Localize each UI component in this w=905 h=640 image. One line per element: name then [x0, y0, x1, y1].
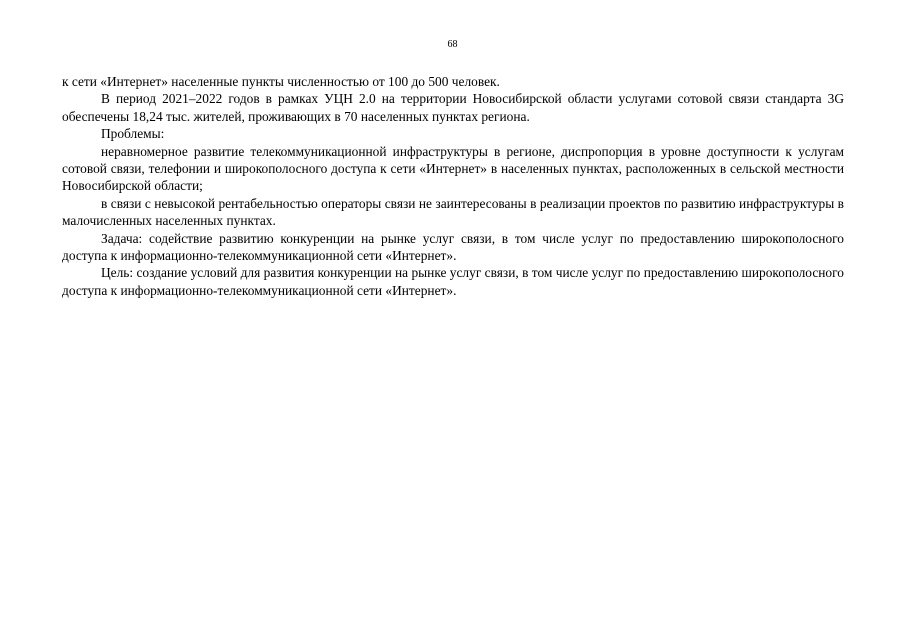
document-body: [62, 73, 844, 299]
paragraph-problem-uneven-development: неравномерное развитие телекоммуникационной инфраструктуры в регионе, диспропорция в уровне доступности к услугам сотовой связи, телефонии и широкополосного доступа к сети «Интернет» в населенных пунктах, расположенных в сельской местности Новосибирской области;: [62, 143, 844, 194]
paragraph-goal: Цель: создание условий для развития конкуренции на рынке услуг связи, в том числе услуг по предоставлению широкополосного доступа к информационно-телекоммуникационной сети «Интернет».: [62, 265, 844, 298]
paragraph-continuation: к сети «Интернет» населенные пункты численностью от 100 до 500 человек.: [62, 74, 500, 89]
paragraph-problems-heading: Проблемы:: [101, 126, 165, 142]
page-number: 68: [447, 39, 458, 50]
paragraph-ucn-period: В период 2021–2022 годов в рамках УЦН 2.0 на территории Новосибирской области услугами сотовой связи стандарта 3G обеспечены 18,24 тыс. жителей, проживающих в 70 населенных пунктах региона.: [62, 91, 844, 124]
paragraph-task: Задача: содействие развитию конкуренции на рынке услуг связи, в том числе услуг по предоставлению широкополосного доступа к информационно-телекоммуникационной сети «Интернет».: [62, 230, 844, 264]
paragraph-problem-low-profitability: в связи с невысокой рентабельностью операторы связи не заинтересованы в реализации проектов по развитию инфраструктуры в малочисленных населенных пунктах.: [62, 195, 844, 229]
